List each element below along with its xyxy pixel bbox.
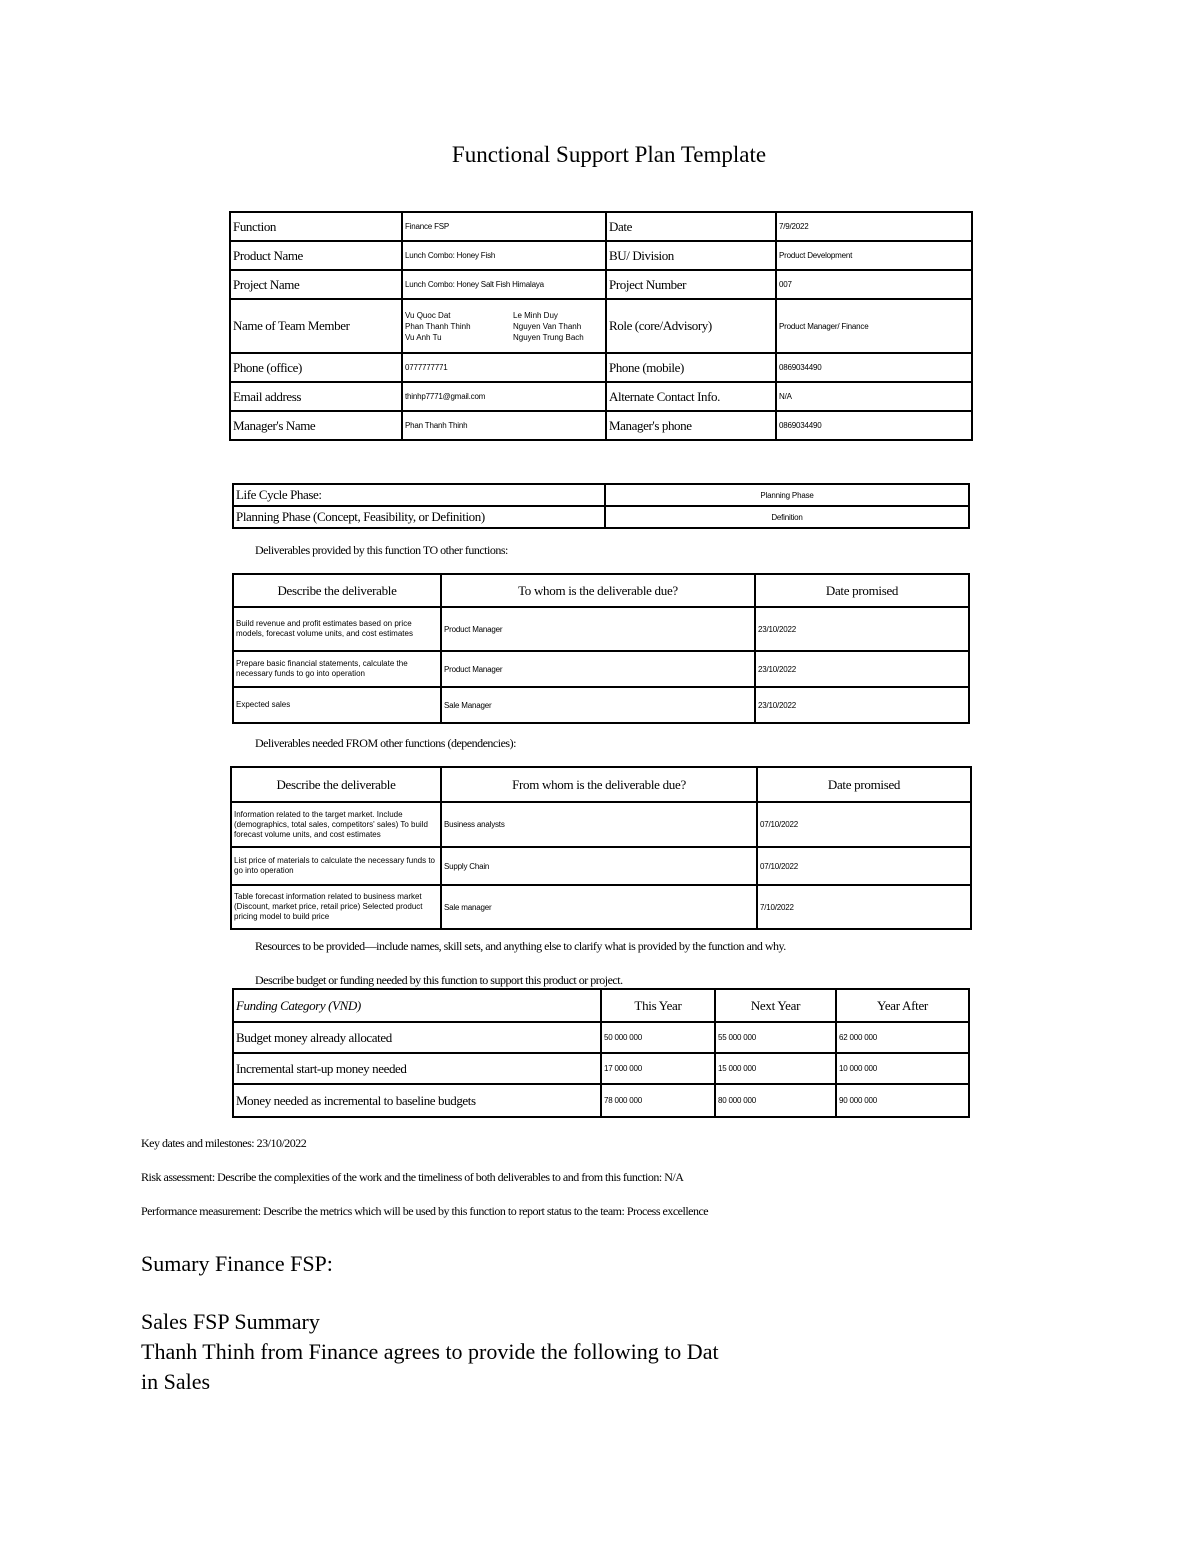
- col-header: Describe the deliverable: [233, 574, 441, 607]
- recipient-cell: Product Manager: [441, 607, 755, 651]
- table-row: [233, 687, 969, 723]
- manager-phone-value: 0869034490: [776, 411, 972, 440]
- this-year-cell: 17 000 000: [601, 1053, 715, 1084]
- deliverable-cell: Build revenue and profit estimates based on price models, forecast volume units, and cost estimates: [233, 607, 441, 651]
- team-member: Nguyen Trung Bach: [513, 332, 584, 342]
- col-header: Describe the deliverable: [231, 767, 441, 802]
- team-member: Nguyen Van Thanh: [513, 321, 582, 331]
- project-number-label: Project Number: [606, 270, 776, 299]
- next-year-cell: 80 000 000: [715, 1084, 836, 1117]
- phone-mobile-label: Phone (mobile): [606, 353, 776, 382]
- risk-assessment: Risk assessment: Describe the complexities of the work and the timeliness of both deliverables to and from this function: N/A: [141, 1170, 684, 1184]
- team-member: Phan Thanh Thinh: [405, 321, 471, 331]
- col-header: Funding Category (VND): [233, 989, 601, 1022]
- team-member: Vu Anh Tu: [405, 332, 442, 342]
- deliverables-from-table: [230, 766, 972, 930]
- source-cell: Sale manager: [441, 885, 757, 929]
- deliverables-to-intro: Deliverables provided by this function TO other functions:: [255, 543, 508, 557]
- funding-category-cell: Budget money already allocated: [233, 1022, 601, 1053]
- team-member-list: [402, 299, 606, 353]
- date-value: 7/9/2022: [776, 212, 972, 241]
- team-member-label: Name of Team Member: [230, 299, 402, 353]
- table-row: [231, 802, 971, 847]
- table-row: [231, 885, 971, 929]
- funding-category-cell: Money needed as incremental to baseline budgets: [233, 1084, 601, 1117]
- col-header: Date promised: [757, 767, 971, 802]
- performance-measurement: Performance measurement: Describe the metrics which will be used by this function to report status to the team: Process excellence: [141, 1204, 709, 1218]
- resources-text: Resources to be provided—include names, skill sets, and anything else to clarify what is provided by the function and why.: [255, 939, 786, 953]
- table-row: [233, 651, 969, 687]
- recipient-cell: Product Manager: [441, 651, 755, 687]
- source-cell: Business analysts: [441, 802, 757, 847]
- col-header: This Year: [601, 989, 715, 1022]
- lifecycle-table: [232, 483, 970, 529]
- date-cell: 07/10/2022: [757, 847, 971, 885]
- phone-office-value: 0777777771: [402, 353, 606, 382]
- col-header: To whom is the deliverable due?: [441, 574, 755, 607]
- lifecycle-phase-value: Planning Phase: [605, 484, 969, 506]
- date-label: Date: [606, 212, 776, 241]
- manager-phone-label: Manager's phone: [606, 411, 776, 440]
- recipient-cell: Sale Manager: [441, 687, 755, 723]
- product-name-label: Product Name: [230, 241, 402, 270]
- this-year-cell: 78 000 000: [601, 1084, 715, 1117]
- planning-phase-label: Planning Phase (Concept, Feasibility, or Definition): [233, 506, 605, 528]
- manager-name-label: Manager's Name: [230, 411, 402, 440]
- agreement-line: Thanh Thinh from Finance agrees to provide the following to Dat: [141, 1339, 719, 1364]
- year-after-cell: 62 000 000: [836, 1022, 969, 1053]
- key-dates: Key dates and milestones: 23/10/2022: [141, 1136, 307, 1150]
- deliverables-from-intro: Deliverables needed FROM other functions (dependencies):: [255, 736, 516, 750]
- col-header: Next Year: [715, 989, 836, 1022]
- funding-category-cell: Incremental start-up money needed: [233, 1053, 601, 1084]
- lifecycle-phase-label: Life Cycle Phase:: [233, 484, 605, 506]
- product-name-value: Lunch Combo: Honey Fish: [402, 241, 606, 270]
- alt-contact-value: N/A: [776, 382, 972, 411]
- agreement-line: in Sales: [141, 1369, 211, 1394]
- project-number-value: 007: [776, 270, 972, 299]
- deliverable-cell: Information related to the target market. Include (demographics, total sales, competitors' sales) To build forecast volume units, and cost estimates: [231, 802, 441, 847]
- function-value: Finance FSP: [402, 212, 606, 241]
- email-value: thinhp7771@gmail.com: [402, 382, 606, 411]
- table-row: [231, 847, 971, 885]
- date-cell: 23/10/2022: [755, 607, 969, 651]
- source-cell: Supply Chain: [441, 847, 757, 885]
- table-row: [233, 1084, 969, 1117]
- alt-contact-label: Alternate Contact Info.: [606, 382, 776, 411]
- summary-heading: Sumary Finance FSP:: [141, 1251, 333, 1276]
- budget-intro: Describe budget or funding needed by this function to support this product or project.: [255, 973, 623, 987]
- this-year-cell: 50 000 000: [601, 1022, 715, 1053]
- planning-phase-value: Definition: [605, 506, 969, 528]
- next-year-cell: 15 000 000: [715, 1053, 836, 1084]
- next-year-cell: 55 000 000: [715, 1022, 836, 1053]
- budget-table: [232, 988, 970, 1118]
- col-header: Year After: [836, 989, 969, 1022]
- email-label: Email address: [230, 382, 402, 411]
- page-title: Functional Support Plan Template: [451, 142, 767, 167]
- project-name-value: Lunch Combo: Honey Salt Fish Himalaya: [402, 270, 606, 299]
- table-row: [233, 607, 969, 651]
- sales-summary-heading: Sales FSP Summary: [141, 1309, 320, 1334]
- role-value: Product Manager/ Finance: [776, 299, 972, 353]
- deliverable-cell: Table forecast information related to business market (Discount, market price, retail price) Selected product pricing model to build price: [231, 885, 441, 929]
- date-cell: 7/10/2022: [757, 885, 971, 929]
- year-after-cell: 10 000 000: [836, 1053, 969, 1084]
- date-cell: 23/10/2022: [755, 687, 969, 723]
- date-cell: 07/10/2022: [757, 802, 971, 847]
- deliverable-cell: Prepare basic financial statements, calculate the necessary funds to go into operation: [233, 651, 441, 687]
- date-cell: 23/10/2022: [755, 651, 969, 687]
- col-header: Date promised: [755, 574, 969, 607]
- project-name-label: Project Name: [230, 270, 402, 299]
- deliverable-cell: List price of materials to calculate the necessary funds to go into operation: [231, 847, 441, 885]
- role-label: Role (core/Advisory): [606, 299, 776, 353]
- team-member: Vu Quoc Dat: [405, 310, 451, 320]
- table-row: [233, 1053, 969, 1084]
- col-header: From whom is the deliverable due?: [441, 767, 757, 802]
- phone-mobile-value: 0869034490: [776, 353, 972, 382]
- deliverables-to-table: [232, 573, 970, 724]
- phone-office-label: Phone (office): [230, 353, 402, 382]
- deliverable-cell: Expected sales: [233, 687, 441, 723]
- function-label: Function: [230, 212, 402, 241]
- manager-name-value: Phan Thanh Thinh: [402, 411, 606, 440]
- team-member: Le Minh Duy: [513, 310, 558, 320]
- year-after-cell: 90 000 000: [836, 1084, 969, 1117]
- info-table: [229, 211, 973, 441]
- bu-division-label: BU/ Division: [606, 241, 776, 270]
- bu-division-value: Product Development: [776, 241, 972, 270]
- table-row: [233, 1022, 969, 1053]
